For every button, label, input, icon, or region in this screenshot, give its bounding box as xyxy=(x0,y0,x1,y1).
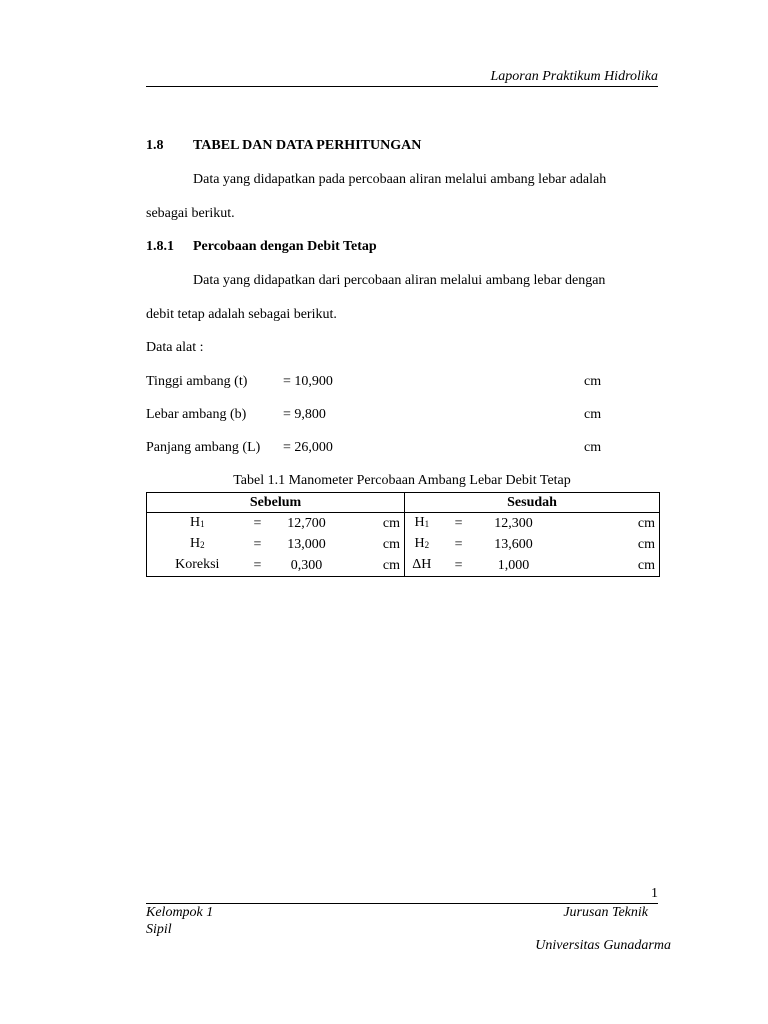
after-equals: = xyxy=(454,537,463,552)
subsection-number: 1.8.1 xyxy=(146,239,174,254)
footer-left-line-1: Kelompok 1 xyxy=(146,905,214,920)
after-symbol: $H_2$ xyxy=(414,536,430,551)
footer-left-line-2: Sipil xyxy=(146,922,172,937)
before-symbol: Koreksi xyxy=(175,557,220,572)
after-value: 1,000 xyxy=(497,558,530,573)
section-title: TABEL DAN DATA PERHITUNGAN xyxy=(193,138,422,153)
before-equals: = xyxy=(253,537,262,552)
footer-rule xyxy=(146,903,658,904)
equipment-label: Tinggi ambang (t) xyxy=(146,374,248,389)
after-unit: cm xyxy=(637,516,656,531)
table-row xyxy=(147,534,660,555)
equipment-label: Lebar ambang (b) xyxy=(146,407,247,422)
after-value: 13,600 xyxy=(494,537,533,552)
after-symbol: ΔH xyxy=(412,557,432,572)
before-unit: cm xyxy=(346,534,405,555)
section-paragraph-line-2: sebagai berikut. xyxy=(146,206,235,221)
header-title: Laporan Praktikum Hidrolika xyxy=(490,69,658,84)
before-value: 0,300 xyxy=(290,558,323,573)
header-sebelum: Sebelum xyxy=(147,493,405,513)
equipment-value: = 26,000 xyxy=(283,440,333,455)
header-sesudah: Sesudah xyxy=(405,493,660,513)
before-value: 12,700 xyxy=(287,516,326,531)
after-unit: cm xyxy=(637,558,656,573)
equipment-unit: cm xyxy=(584,374,602,389)
equipment-unit: cm xyxy=(584,440,602,455)
before-value: 13,000 xyxy=(287,537,326,552)
table-caption: Tabel 1.1 Manometer Percobaan Ambang Lebar Debit Tetap xyxy=(233,473,571,488)
equipment-label: Panjang ambang (L) xyxy=(146,440,261,455)
subsection-paragraph-line-2: debit tetap adalah sebagai berikut. xyxy=(146,307,337,322)
equipment-value: = 10,900 xyxy=(283,374,333,389)
table-row xyxy=(147,513,660,535)
table-row xyxy=(147,555,660,577)
footer-right-line-2: Universitas Gunadarma xyxy=(535,938,671,953)
footer-right-line-1: Jurusan Teknik xyxy=(563,905,648,920)
manometer-table xyxy=(146,492,660,577)
subsection-paragraph-line-1: Data yang didapatkan dari percobaan aliran melalui ambang lebar dengan xyxy=(193,273,606,288)
section-paragraph-line-1: Data yang didapatkan pada percobaan aliran melalui ambang lebar adalah xyxy=(193,172,607,187)
before-symbol: $H_1$ xyxy=(189,515,205,530)
before-equals: = xyxy=(253,558,262,573)
equipment-value: = 9,800 xyxy=(283,407,326,422)
section-number: 1.8 xyxy=(146,138,164,153)
before-unit: cm xyxy=(346,555,405,577)
after-equals: = xyxy=(454,516,463,531)
after-equals: = xyxy=(454,558,463,573)
before-symbol: $H_2$ xyxy=(189,536,205,551)
page-number: 1 xyxy=(651,886,658,901)
before-equals: = xyxy=(253,516,262,531)
after-value: 12,300 xyxy=(494,516,533,531)
equipment-data-label: Data alat : xyxy=(146,340,204,355)
equipment-unit: cm xyxy=(584,407,602,422)
before-unit: cm xyxy=(346,513,405,535)
table-header-row xyxy=(147,493,660,513)
header-rule xyxy=(146,86,658,87)
after-unit: cm xyxy=(637,537,656,552)
subsection-title: Percobaan dengan Debit Tetap xyxy=(193,239,377,254)
after-symbol: $H_1$ xyxy=(414,515,430,530)
